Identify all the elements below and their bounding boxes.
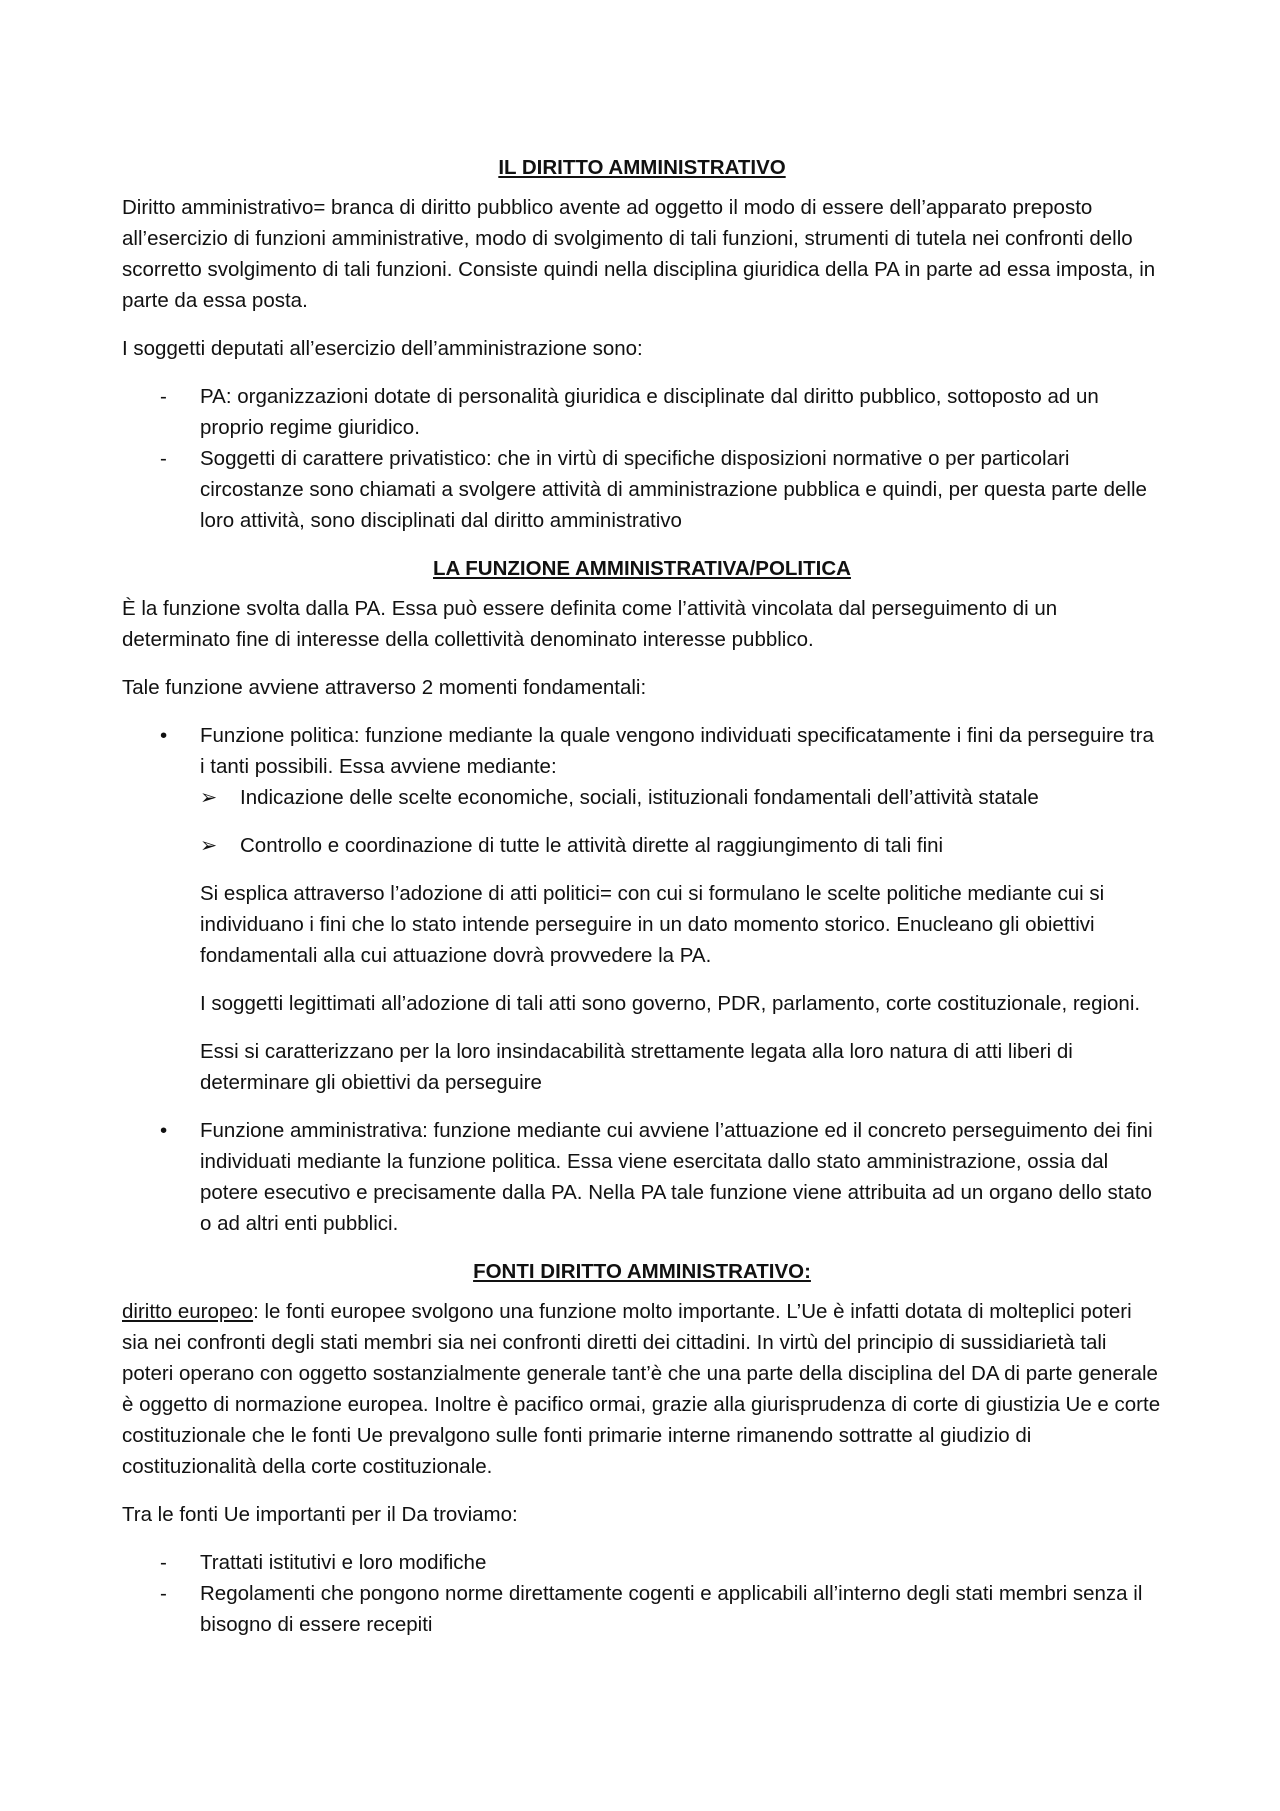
list-item (122, 1578, 1162, 1640)
list-item (122, 381, 1162, 443)
list-item-text: Regolamenti che pongono norme direttamente cogenti e applicabili all’interno degli stati membri senza il bisogno di essere recepiti (200, 1582, 1143, 1636)
political-paragraph: Si esplica attraverso l’adozione di atti politici= con cui si formulano le scelte politiche mediante cui si individuano i fini che lo stato intende perseguire in un dato momento storico. Enucleano gli obiettivi fondamentali alla cui attuazione dovrà provvedere la PA. (200, 882, 1105, 967)
list-item (122, 443, 1162, 536)
list-item (122, 1547, 1162, 1578)
eu-paragraph (122, 1296, 1162, 1482)
eu-label: diritto europeo (122, 1300, 254, 1323)
political-paragraphs (200, 878, 1162, 1098)
heading-fonti-diritto-amministrativo: FONTI DIRITTO AMMINISTRATIVO: (473, 1260, 811, 1283)
subjects-list (122, 381, 1162, 536)
list-item-administrative (122, 1115, 1162, 1239)
subjects-intro: I soggetti deputati all’esercizio dell’amministrazione sono: (122, 337, 643, 360)
document-page (122, 152, 1162, 1657)
political-text: Funzione politica: funzione mediante la quale vengono individuati specificatamente i fini da perseguire tra i tanti possibili. Essa avviene mediante: (200, 724, 1154, 778)
political-paragraph: I soggetti legittimati all’adozione di tali atti sono governo, PDR, parlamento, corte costituzionale, regioni. (200, 992, 1141, 1015)
function-paragraph: È la funzione svolta dalla PA. Essa può essere definita come l’attività vincolata dal perseguimento di un determinato fine di interesse della collettività denominato interesse pubblico. (122, 597, 1058, 651)
dash-marker: - (160, 1582, 167, 1605)
intro-paragraph: Diritto amministrativo= branca di diritto pubblico avente ad oggetto il modo di essere dell’apparato preposto all’esercizio di funzioni amministrative, modo di svolgimento di tali funzioni, strumenti di tutela nei confronti dello scorretto svolgimento di tali funzioni. Consiste quindi nella disciplina giuridica della PA in parte ad essa imposta, in parte da essa posta. (122, 196, 1156, 312)
sublist-item-text: Indicazione delle scelte economiche, sociali, istituzionali fondamentali dell’attività statale (240, 786, 1039, 809)
bullet-marker: • (160, 724, 168, 747)
dash-marker: - (160, 385, 167, 408)
eu-sources-list (122, 1547, 1162, 1640)
bullet-marker: • (160, 1119, 168, 1142)
heading-funzione-amministrativa-politica: LA FUNZIONE AMMINISTRATIVA/POLITICA (433, 557, 851, 580)
dash-marker: - (160, 1551, 167, 1574)
arrow-marker: ➢ (200, 834, 218, 857)
arrow-marker: ➢ (200, 786, 218, 809)
sublist-item (200, 782, 1162, 813)
political-sublist (200, 782, 1162, 861)
eu-text: : le fonti europee svolgono una funzione molto importante. L’Ue è infatti dotata di molteplici poteri sia nei confronti degli stati membri sia nei confronti diretti dei cittadini. In virtù del principio di sussidiarietà tali poteri operano con oggetto sostanzialmente generale tant’è che una parte della disciplina del DA di parte generale è oggetto di normazione europea. Inoltre è pacifico ormai, grazie alla giurisprudenza di corte di giustizia Ue e corte costituzionale che le fonti Ue prevalgono sulle fonti primarie interne rimanendo sottratte al giudizio di costituzionalità della corte costituzionale. (122, 1300, 1161, 1478)
dash-marker: - (160, 447, 167, 470)
eu-sources-intro: Tra le fonti Ue importanti per il Da troviamo: (122, 1503, 518, 1526)
moments-list (122, 720, 1162, 1239)
administrative-text: Funzione amministrativa: funzione mediante cui avviene l’attuazione ed il concreto perseguimento dei fini individuati mediante la funzione politica. Essa viene esercitata dallo stato amministrazione, ossia dal potere esecutivo e precisamente dalla PA. Nella PA tale funzione viene attribuita ad un organo dello stato o ad altri enti pubblici. (200, 1119, 1153, 1235)
sublist-item (200, 830, 1162, 861)
list-item-text: Soggetti di carattere privatistico: che in virtù di specifiche disposizioni normative o per particolari circostanze sono chiamati a svolgere attività di amministrazione pubblica e quindi, per questa parte delle loro attività, sono disciplinati dal diritto amministrativo (200, 447, 1147, 532)
sublist-item-text: Controllo e coordinazione di tutte le attività dirette al raggiungimento di tali fini (240, 834, 944, 857)
moments-intro: Tale funzione avviene attraverso 2 momenti fondamentali: (122, 676, 647, 699)
list-item-text: PA: organizzazioni dotate di personalità giuridica e disciplinate dal diritto pubblico, sottoposto ad un proprio regime giuridico. (200, 385, 1099, 439)
heading-diritto-amministrativo: IL DIRITTO AMMINISTRATIVO (498, 156, 786, 179)
political-paragraph: Essi si caratterizzano per la loro insindacabilità strettamente legata alla loro natura di atti liberi di determinare gli obiettivi da perseguire (200, 1040, 1073, 1094)
list-item-text: Trattati istitutivi e loro modifiche (200, 1551, 487, 1574)
list-item-political (122, 720, 1162, 1098)
